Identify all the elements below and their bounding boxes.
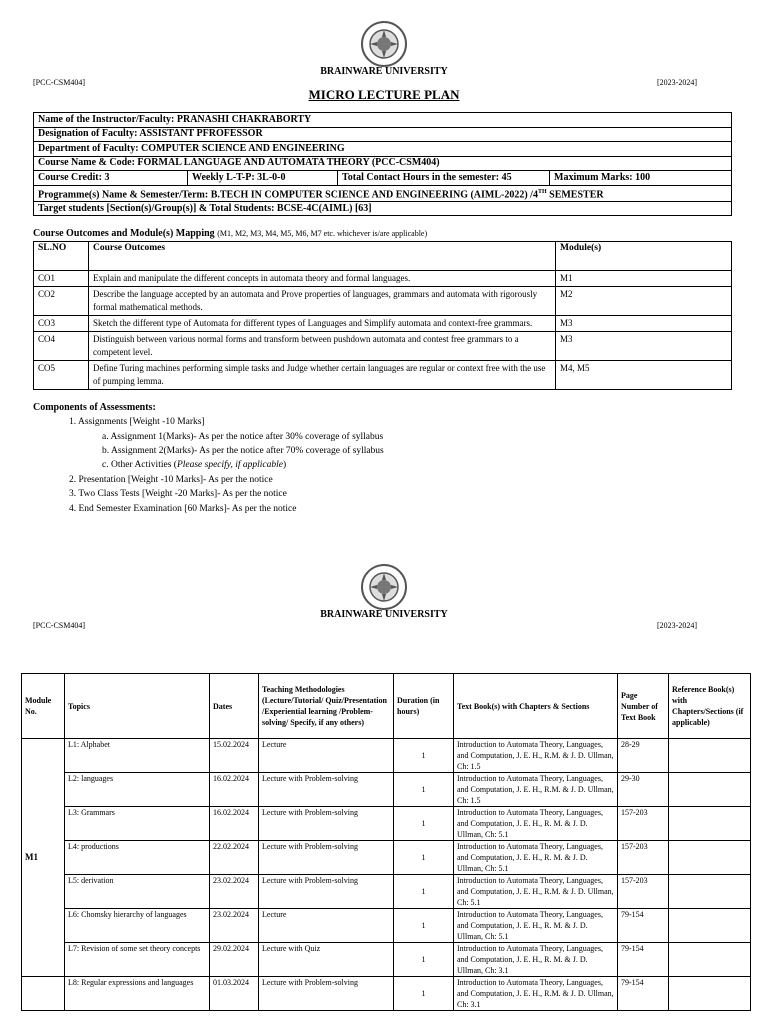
duration-cell: 1 [394,739,454,773]
duration-cell: 1 [394,807,454,841]
table-row [22,773,751,807]
method-cell: Lecture with Problem-solving [259,773,394,807]
topic-cell: L2: languages [65,773,210,807]
table-row [22,841,751,875]
contact-hours-field: Total Contact Hours in the semester: 45 [338,171,550,186]
topic-cell: L3: Grammars [65,807,210,841]
method-cell: Lecture with Problem-solving [259,977,394,1011]
co-row [34,271,732,287]
programme-sup: TH [537,188,547,195]
co-row [34,332,732,361]
co-module: M4, M5 [556,361,732,390]
assessment-item-4: 4. End Semester Examination [60 Marks]- As per the notice [69,504,297,514]
co-mapping-heading [33,228,427,239]
assessment-item-1: 1. Assignments [Weight -10 Marks] [69,417,205,427]
ref-cell [669,807,751,841]
topic-cell: L7: Revision of some set theory concepts [65,943,210,977]
co-module: M3 [556,316,732,332]
page-cell: 79-154 [618,977,669,1011]
co-module: M3 [556,332,732,361]
col-dates: Dates [210,674,259,739]
method-cell: Lecture [259,739,394,773]
book-cell: Introduction to Automata Theory, Languages, and Computation, J. E. H., R.M. & J. D. Ullman, Ch: 1.5 [454,739,618,773]
assessment-item-1b: b. Assignment 2(Marks)- As per the notice after 70% coverage of syllabus [102,446,384,456]
year-tag-2: [2023-2024] [657,621,697,630]
university-name: BRAINWARE UNIVERSITY [320,66,448,77]
co-outcome: Define Turing machines performing simple tasks and Judge whether certain languages are regular or context free with the use of pumping lemma. [89,361,556,390]
instructor-field: Name of the Instructor/Faculty: PRANASHI CHAKRABORTY [34,113,732,128]
topic-cell: L4: productions [65,841,210,875]
date-cell: 16.02.2024 [210,807,259,841]
target-field: Target students [Section(s)/Group(s)] & Total Students: BCSE-4C(AIML) [63] [34,201,732,216]
university-name-2: BRAINWARE UNIVERSITY [320,609,448,620]
method-cell: Lecture with Quiz [259,943,394,977]
ref-cell [669,739,751,773]
topic-cell: L1: Alphabet [65,739,210,773]
item-1c-text: c. Other Activities ( [102,460,177,470]
item-1c-italic: Please specify, if applicable [176,460,283,470]
col-slno: SL.NO [34,242,89,271]
max-marks-field: Maximum Marks: 100 [550,171,732,186]
duration-cell: 1 [394,909,454,943]
table-row [22,977,751,1011]
university-logo-2 [360,563,408,611]
co-mapping-table [33,241,732,390]
co-outcome: Sketch the different type of Automata for different types of Languages and Simplify automata and context-free grammars. [89,316,556,332]
ref-cell [669,773,751,807]
module-cell: M1 [22,739,65,977]
page-title: MICRO LECTURE PLAN [308,87,460,102]
method-cell: Lecture with Problem-solving [259,841,394,875]
book-cell: Introduction to Automata Theory, Languages, and Computation, J. E. H., R.M. & J. D. Ullman, Ch: 5.1 [454,875,618,909]
co-row [34,287,732,316]
co-sl: CO4 [34,332,89,361]
ltp-field: Weekly L-T-P: 3L-0-0 [188,171,338,186]
page-cell: 157-203 [618,875,669,909]
lecture-plan-table [21,673,751,1011]
assessment-item-3: 3. Two Class Tests [Weight -20 Marks]- As per the notice [69,489,287,499]
assessment-item-2: 2. Presentation [Weight -10 Marks]- As per the notice [69,475,273,485]
book-cell: Introduction to Automata Theory, Languages, and Computation, J. E. H., R. M. & J. D. Ullman, Ch: 5.1 [454,909,618,943]
col-duration: Duration (in hours) [394,674,454,739]
co-sl: CO3 [34,316,89,332]
ref-cell [669,909,751,943]
date-cell: 23.02.2024 [210,909,259,943]
book-cell: Introduction to Automata Theory, Languages, and Computation, J. E. H., R. M. & J. D. Ullman, Ch: 5.1 [454,807,618,841]
programme-text: Programme(s) Name & Semester/Term: B.TECH IN COMPUTER SCIENCE AND ENGINEERING (AIML-2022) /4 [38,188,538,200]
page-cell: 157-203 [618,841,669,875]
co-module: M1 [556,271,732,287]
book-cell: Introduction to Automata Theory, Languages, and Computation, J. E. H., R.M. & J. D. Ullman, Ch: 3.1 [454,977,618,1011]
col-textbook: Text Book(s) with Chapters & Sections [454,674,618,739]
ref-cell [669,841,751,875]
duration-cell: 1 [394,943,454,977]
duration-cell: 1 [394,841,454,875]
topic-cell: L5: derivation [65,875,210,909]
date-cell: 23.02.2024 [210,875,259,909]
item-1c-close: ) [283,460,287,470]
university-logo [360,20,408,68]
year-tag: [2023-2024] [657,78,697,87]
duration-cell: 1 [394,773,454,807]
date-cell: 29.02.2024 [210,943,259,977]
ref-cell [669,977,751,1011]
table-row [22,739,751,773]
programme-field [34,185,732,201]
col-outcomes: Course Outcomes [89,242,556,271]
assessment-item-1a: a. Assignment 1(Marks)- As per the notice after 30% coverage of syllabus [102,432,384,442]
designation-field: Designation of Faculty: ASSISTANT PFROFESSOR [34,127,732,142]
col-modules: Module(s) [556,242,732,271]
book-cell: Introduction to Automata Theory, Languages, and Computation, J. E. H., R.M. & J. D. Ullman, Ch: 1.5 [454,773,618,807]
col-page: Page Number of Text Book [618,674,669,739]
date-cell: 15.02.2024 [210,739,259,773]
course-code-tag: [PCC-CSM404] [33,78,86,87]
programme-tail: SEMESTER [546,188,604,200]
assessment-item-1c [102,460,286,470]
topic-cell: L6: Chomsky hierarchy of languages [65,909,210,943]
col-module: Module No. [22,674,65,739]
assessments-title: Components of Assessments: [33,402,156,413]
page-cell: 79-154 [618,943,669,977]
table-row [22,943,751,977]
department-field: Department of Faculty: COMPUTER SCIENCE AND ENGINEERING [34,142,732,157]
co-outcome: Distinguish between various normal forms and transform between pushdown automata and contest free grammars to a competent level. [89,332,556,361]
course-field: Course Name & Code: FORMAL LANGUAGE AND AUTOMATA THEORY (PCC-CSM404) [34,156,732,171]
date-cell: 16.02.2024 [210,773,259,807]
table-row [22,909,751,943]
book-cell: Introduction to Automata Theory, Languages, and Computation, J. E. H., R. M. & J. D. Ullman, Ch: 3.1 [454,943,618,977]
credit-field: Course Credit: 3 [34,171,188,186]
co-module: M2 [556,287,732,316]
co-mapping-title: Course Outcomes and Module(s) Mapping [33,228,215,239]
book-cell: Introduction to Automata Theory, Languages, and Computation, J. E. H., R. M. & J. D. Ullman, Ch: 5.1 [454,841,618,875]
co-row [34,316,732,332]
table-row [22,875,751,909]
topic-cell: L8: Regular expressions and languages [65,977,210,1011]
page-cell: 157-203 [618,807,669,841]
method-cell: Lecture with Problem-solving [259,807,394,841]
ref-cell [669,943,751,977]
co-mapping-note: (M1, M2, M3, M4, M5, M6, M7 etc. whichever is/are applicable) [217,229,428,238]
co-outcome: Describe the language accepted by an automata and Prove properties of languages, grammars and automata with rigorously formal mathematical methods. [89,287,556,316]
method-cell: Lecture with Problem-solving [259,875,394,909]
col-methodology: Teaching Methodologies (Lecture/Tutorial/ Quiz/Presentation /Experiential learning /Problem-solving/ Specify, if any others) [259,674,394,739]
table-row [22,807,751,841]
course-code-tag-2: [PCC-CSM404] [33,621,86,630]
co-sl: CO5 [34,361,89,390]
method-cell: Lecture [259,909,394,943]
page-cell: 28-29 [618,739,669,773]
module-cell-empty [22,977,65,1011]
co-sl: CO2 [34,287,89,316]
duration-cell: 1 [394,875,454,909]
page-cell: 79-154 [618,909,669,943]
course-info-table [33,112,732,216]
col-topics: Topics [65,674,210,739]
duration-cell: 1 [394,977,454,1011]
co-row [34,361,732,390]
co-outcome: Explain and manipulate the different concepts in automata theory and formal languages. [89,271,556,287]
col-reference: Reference Book(s) with Chapters/Sections (if applicable) [669,674,751,739]
ref-cell [669,875,751,909]
co-sl: CO1 [34,271,89,287]
page-cell: 29-30 [618,773,669,807]
date-cell: 22.02.2024 [210,841,259,875]
date-cell: 01.03.2024 [210,977,259,1011]
